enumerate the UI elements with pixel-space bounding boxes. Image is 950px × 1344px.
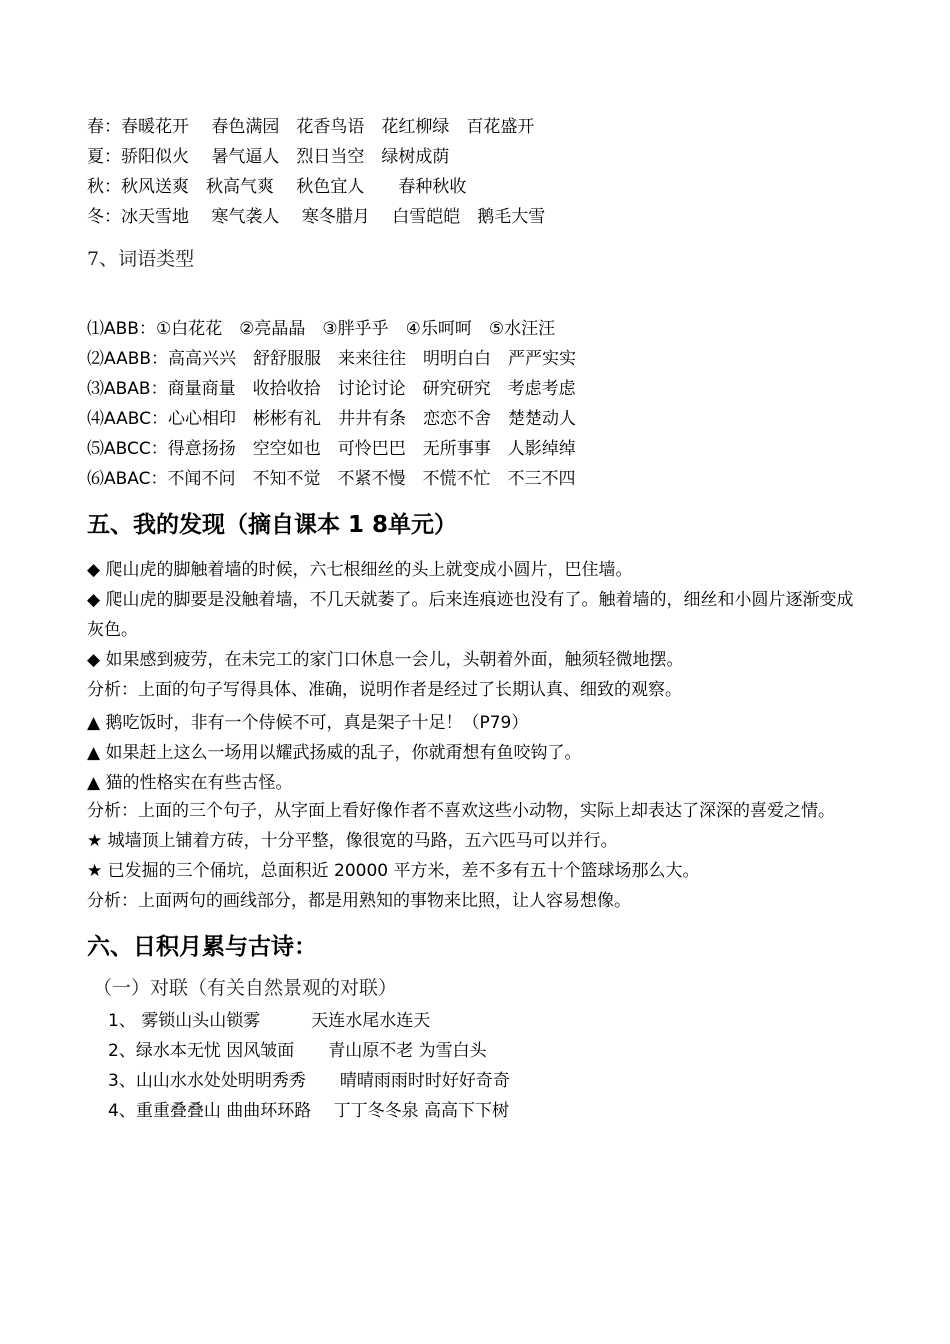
discovery-line: ◆ 爬山虎的脚触着墙的时候，六七根细丝的头上就变成小圆片，巴住墙。 xyxy=(87,560,633,580)
word-type-aabc: ⑷AABC：心心相印 彬彬有礼 井井有条 恋恋不舍 楚楚动人 xyxy=(87,409,576,429)
couplet-item: 4、重重叠叠山 曲曲环环路 丁丁冬冬泉 高高下下树 xyxy=(108,1101,510,1121)
discovery-line: ◆ 爬山虎的脚要是没触着墙，不几天就萎了。后来连痕迹也没有了。触着墙的，细丝和小圆片逐渐变成灰色。 xyxy=(87,590,854,640)
season-winter: 冬：冰天雪地 寒气袭人 寒冬腊月 白雪皑皑 鹅毛大雪 xyxy=(87,207,546,227)
discovery-line: ▲ 猫的性格实在有些古怪。 xyxy=(87,773,293,793)
discovery-line: ▲ 鹅吃饭时，非有一个侍候不可，真是架子十足！（P79） xyxy=(87,713,529,733)
season-autumn: 秋：秋风送爽 秋高气爽 秋色宜人 春种秋收 xyxy=(87,177,467,197)
section-6-title: 六、日积月累与古诗： xyxy=(87,934,317,960)
analysis-line: 分析：上面的句子写得具体、准确，说明作者是经过了长期认真、细致的观察。 xyxy=(87,680,682,700)
couplet-item: 1、 雾锁山头山锁雾 天连水尾水连天 xyxy=(108,1011,431,1031)
word-type-abab: ⑶ABAB：商量商量 收拾收拾 讨论讨论 研究研究 考虑考虑 xyxy=(87,379,576,399)
word-types-heading: 7、词语类型 xyxy=(87,248,195,270)
discovery-line: ◆ 如果感到疲劳，在未完工的家门口休息一会儿，头朝着外面，触须轻微地摆。 xyxy=(87,650,684,670)
word-type-abb: ⑴ABB：①白花花 ②亮晶晶 ③胖乎乎 ④乐呵呵 ⑤水汪汪 xyxy=(87,319,556,339)
word-type-abcc: ⑸ABCC：得意扬扬 空空如也 可怜巴巴 无所事事 人影绰绰 xyxy=(87,439,576,459)
couplets-subheading: （一）对联（有关自然景观的对联） xyxy=(93,977,398,999)
word-type-abac: ⑹ABAC：不闻不问 不知不觉 不紧不慢 不慌不忙 不三不四 xyxy=(87,469,576,489)
discovery-line: ▲ 如果赶上这么一场用以耀武扬威的乱子，你就甭想有鱼咬钩了。 xyxy=(87,743,582,763)
word-type-aabb: ⑵AABB：高高兴兴 舒舒服服 来来往往 明明白白 严严实实 xyxy=(87,349,577,369)
section-5-title: 五、我的发现（摘自课本 1 8单元） xyxy=(87,512,458,538)
analysis-line: 分析：上面两句的画线部分，都是用熟知的事物来比照，让人容易想像。 xyxy=(87,891,631,911)
couplet-item: 3、山山水水处处明明秀秀 晴晴雨雨时时好好奇奇 xyxy=(108,1071,510,1091)
season-spring: 春：春暖花开 春色满园 花香鸟语 花红柳绿 百花盛开 xyxy=(87,117,535,137)
analysis-line: 分析：上面的三个句子，从字面上看好像作者不喜欢这些小动物，实际上却表达了深深的喜爱之情。 xyxy=(87,801,835,821)
couplet-item: 2、绿水本无忧 因风皱面 青山原不老 为雪白头 xyxy=(108,1041,487,1061)
season-summer: 夏：骄阳似火 暑气逼人 烈日当空 绿树成荫 xyxy=(87,147,450,167)
discovery-line: ★ 城墙顶上铺着方砖，十分平整，像很宽的马路，五六匹马可以并行。 xyxy=(87,831,618,851)
discovery-line: ★ 已发掘的三个俑坑，总面积近 20000 平方米，差不多有五十个篮球场那么大。 xyxy=(87,861,700,881)
